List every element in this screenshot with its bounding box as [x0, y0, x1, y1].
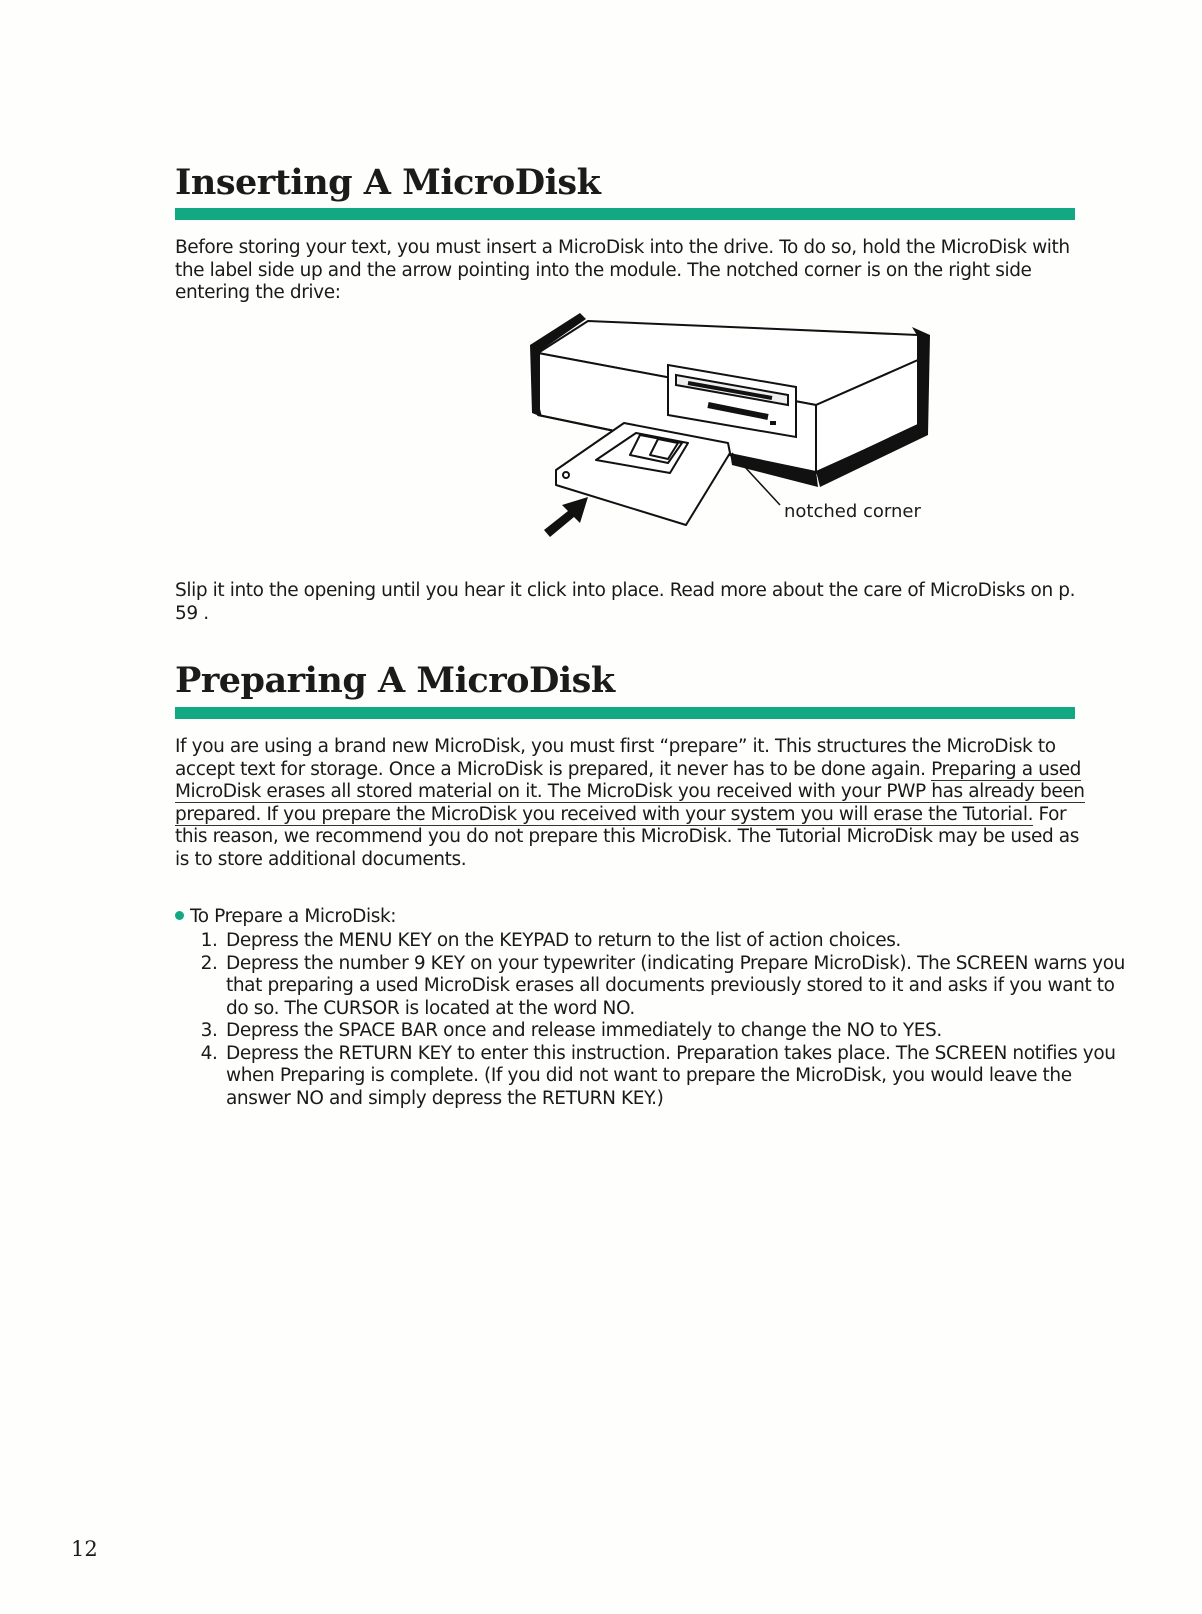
preparing-rest: For this reason, we recommend you do not prepare this MicroDisk. The Tutorial MicroDisk may be used as is to store additional documents.: [175, 803, 1079, 870]
notched-corner-label: notched corner: [784, 501, 921, 522]
disk-drive-illustration: [520, 305, 1040, 550]
section-heading-preparing: Preparing A MicroDisk: [175, 660, 615, 701]
bullet-prepare: [175, 906, 396, 928]
step-item: 4. Depress the RETURN KEY to enter this instruction. Preparation takes place. The SCREEN notifies you when Preparing is complete. (If you did not want to prepare the MicroDisk, you would leave the answer NO and simply depress the RETURN KEY.): [223, 1043, 1138, 1111]
preparing-paragraph: [175, 736, 1085, 871]
step-item: 2. Depress the number 9 KEY on your typewriter (indicating Prepare MicroDisk). The SCREEN warns you that preparing a used MicroDisk erases all documents previously stored to it and asks if you want to do so. The CURSOR is located at the word NO.: [223, 953, 1138, 1021]
heading-rule: [175, 707, 1075, 719]
page-number: 12: [71, 1537, 98, 1561]
bullet-dot-icon: [175, 911, 184, 920]
preparing-intro: If you are using a brand new MicroDisk, you must first “prepare” it. This structures the MicroDisk to accept text for storage. Once a MicroDisk is prepared, it never has to be done again.: [175, 736, 1056, 780]
inserting-after-text: Slip it into the opening until you hear it click into place. Read more about the care of MicroDisks on p. 59 .: [175, 580, 1076, 624]
section-heading-inserting: Inserting A MicroDisk: [175, 162, 601, 203]
warning-underlined: Preparing a used MicroDisk erases all stored material on it. The MicroDisk you received with your PWP has already been prepared. If you prepare the MicroDisk you received with your system you will erase the Tutorial.: [175, 758, 1085, 825]
step-item: 1. Depress the MENU KEY on the KEYPAD to return to the list of action choices.: [223, 930, 1138, 953]
step-item: 3. Depress the SPACE BAR once and release immediately to change the NO to YES.: [223, 1020, 1138, 1043]
heading-rule: [175, 208, 1075, 220]
bullet-label: To Prepare a MicroDisk:: [190, 906, 397, 927]
inserting-intro: Before storing your text, you must insert a MicroDisk into the drive. To do so, hold the MicroDisk with the label side up and the arrow pointing into the module. The notched corner is on the right side entering the drive:: [175, 237, 1070, 303]
steps-list: [176, 930, 1138, 1110]
